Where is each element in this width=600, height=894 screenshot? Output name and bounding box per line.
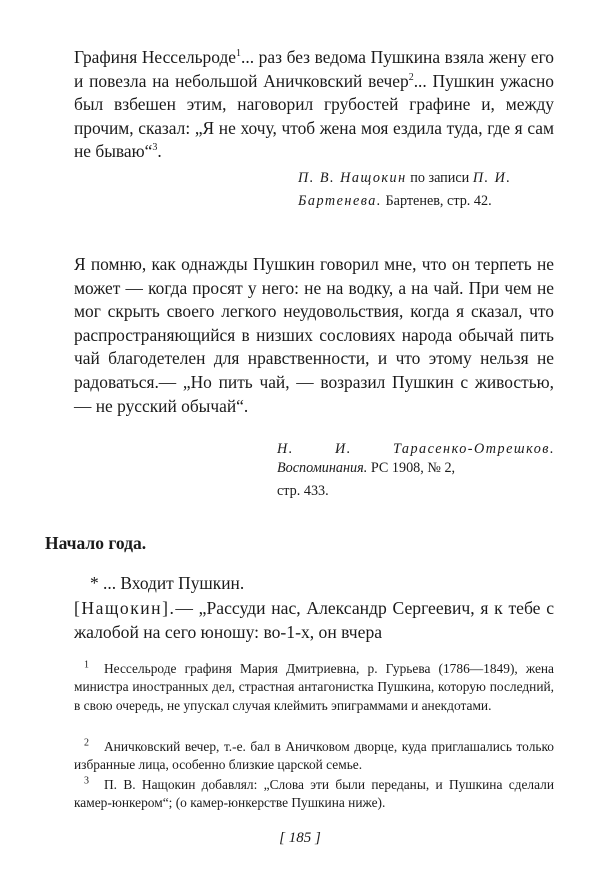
attribution-2-work: Воспоминания. [277,460,368,476]
footnote-ref-3: 3 [152,142,158,154]
footnote-2 [74,738,554,775]
attribution-1 [298,169,554,211]
attribution-2 [277,440,555,501]
footnote-1 [74,660,554,715]
attribution-1-author: П. В. Нащокин [298,170,407,186]
speaker-name: [Нащокин]. [74,598,176,618]
attribution-1-recorder-b: Бартенева. [298,193,382,209]
quote-paragraph-1 [74,46,554,164]
footnote-2-text: Аничковский вечер, т.-е. бал в Аничковом дворце, куда приглашались только избранные лица, особенно близкие царской семье. [74,739,554,773]
dialogue-paragraph [74,596,554,644]
quote1-part4: . [157,141,162,162]
quote-paragraph-2: Я помню, как однажды Пушкин говорил мне, что он терпеть не может — когда просят у него: не на водку, а на чай. При чем не мог скрыть своего легкого неудовольствия, когда я сказал, что распространяющийся в низших сословиях народа обычай пить чай благодетелен для нравственности, и что этому нельзя не радоваться.— „Но пить чай, — возразил Пушкин с живостью, — не русский обычай“. [74,254,554,416]
footnote-ref-2: 2 [408,71,414,83]
footnote-3-number: 3 [84,775,89,787]
attribution-2-author: Н. И. Тарасенко-Отрешков. [277,441,555,457]
footnote-2-number: 2 [84,737,89,749]
footnote-3-text: П. В. Нащокин добавлял: „Слова эти были переданы, и Пушкина сделали камер-юнкером“; (о камер-юнкерстве Пушкина ниже). [74,777,554,811]
footnote-1-text: Нессельроде графиня Мария Дмитриевна, р. Гурьева (1786—1849), жена министра иностранных дел, страстная антагонистка Пушкина, которую последний, в свою очередь, не упускал случая клеймить эпиграммами и анекдотами. [74,661,554,713]
footnote-1-number: 1 [84,659,89,671]
attribution-1-mid: по записи [406,170,473,186]
attribution-2-source: РС 1908, № 2, [367,460,456,476]
attribution-1-source: Бартенев, стр. 42. [381,193,492,209]
stage-direction: * ... Входит Пушкин. [90,573,245,593]
dialogue-text: — „Рассуди нас, Александр Сергеевич, я к тебе с жалобой на сего юношу: во-1-х, он вчера [74,598,554,642]
attribution-2-pages: стр. 433. [277,483,329,499]
quote1-part2: ... раз без ведома Пушкина взяла жену его и повезла на небольшой Аничковский вечер [74,47,554,91]
attribution-1-recorder-a: П. И. [472,170,512,186]
page-number: [ 185 ] [279,830,321,846]
quote1-part3: ... Пушкин ужасно был взбешен этим, наговорил грубостей графине и, между прочим, сказал: „Я не хочу, чтоб жена моя ездила туда, где я сам не бываю“ [74,70,554,162]
footnote-ref-1: 1 [236,48,242,60]
quote1-part1: Графиня Нессельроде [74,47,237,67]
section-heading: Начало года. [45,533,147,553]
footnote-3 [74,776,554,813]
